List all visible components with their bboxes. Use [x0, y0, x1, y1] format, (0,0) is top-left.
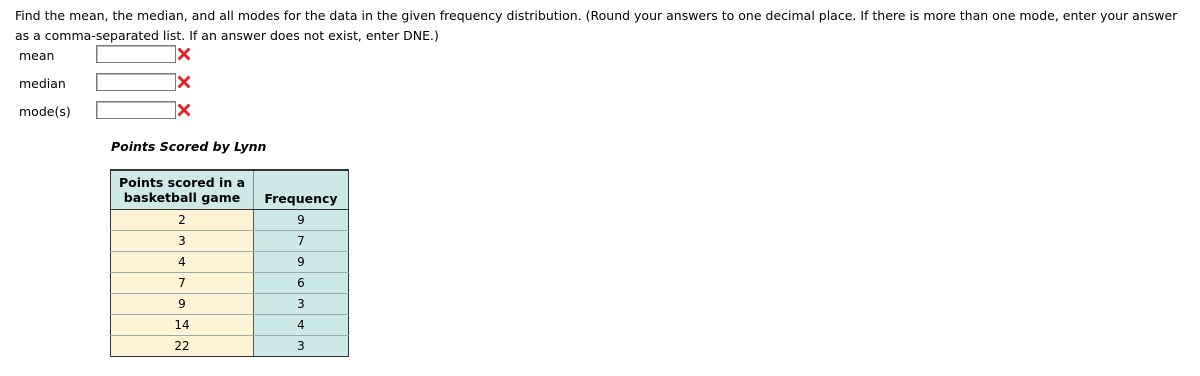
incorrect-x-icon: [177, 47, 191, 61]
table-header-row: [111, 170, 349, 210]
points-cell: 14: [111, 315, 254, 336]
frequency-cell: 9: [254, 210, 349, 231]
points-cell: 2: [111, 210, 254, 231]
frequency-cell: 4: [254, 315, 349, 336]
points-cell: 4: [111, 252, 254, 273]
table-row: [111, 210, 349, 231]
mean-input[interactable]: [96, 45, 176, 63]
table-row: [111, 273, 349, 294]
points-column-header: Points scored in a basketball game: [111, 170, 254, 210]
points-cell: 22: [111, 336, 254, 357]
frequency-column-header: Frequency: [254, 170, 349, 210]
table-row: [111, 231, 349, 252]
table-row: [111, 336, 349, 357]
modes-input[interactable]: [96, 101, 176, 119]
table-row: [111, 252, 349, 273]
incorrect-x-icon: [177, 75, 191, 89]
points-cell: 3: [111, 231, 254, 252]
frequency-cell: 7: [254, 231, 349, 252]
mean-label: mean: [19, 48, 55, 63]
table-title: Points Scored by Lynn: [111, 139, 267, 154]
points-cell: 9: [111, 294, 254, 315]
table-row: [111, 294, 349, 315]
frequency-cell: 6: [254, 273, 349, 294]
median-input[interactable]: [96, 73, 176, 91]
frequency-cell: 9: [254, 252, 349, 273]
table-row: [111, 315, 349, 336]
frequency-cell: 3: [254, 336, 349, 357]
median-label: median: [19, 76, 66, 91]
frequency-cell: 3: [254, 294, 349, 315]
frequency-table: [110, 169, 349, 357]
modes-label: mode(s): [19, 104, 71, 119]
question-instructions: Find the mean, the median, and all modes for the data in the given frequency distribution. (Round your answers to one decimal place. If there is more than one mode, enter your answer as a comma-separated list. If an answer does not exist, enter DNE.): [15, 8, 1178, 43]
points-cell: 7: [111, 273, 254, 294]
incorrect-x-icon: [177, 103, 191, 117]
